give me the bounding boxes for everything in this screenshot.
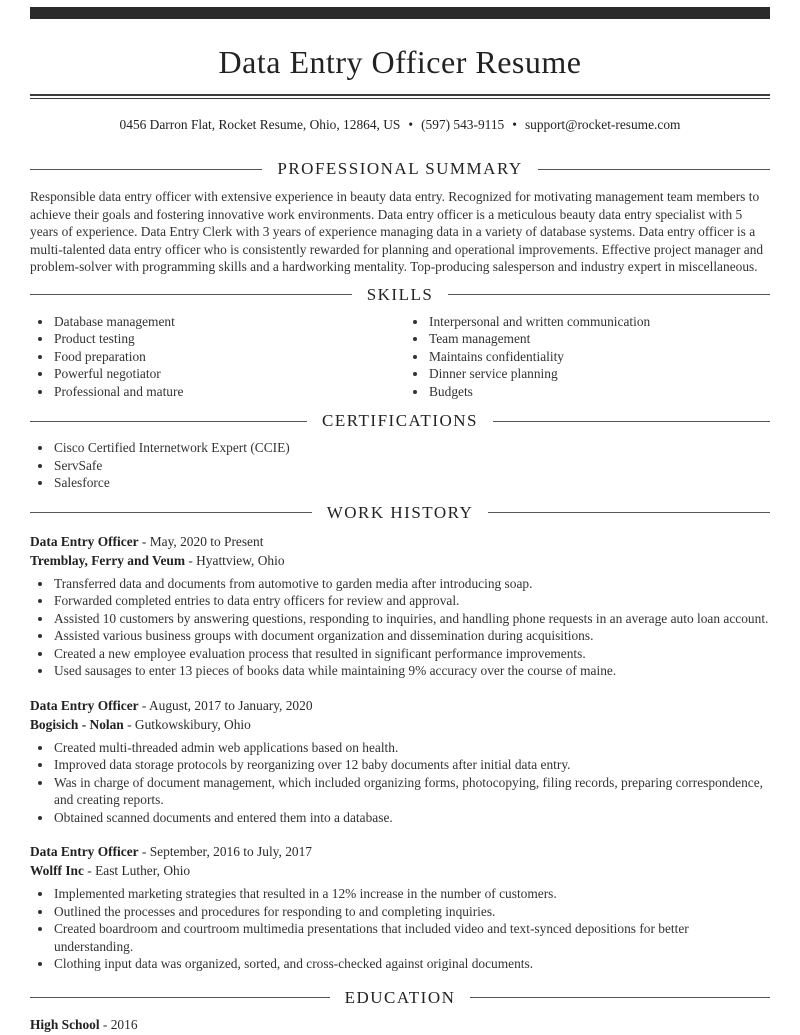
job-bullet: • Created a new employee evaluation process that resulted in significant performance improvements. (53, 645, 770, 663)
education-entry (30, 1015, 770, 1034)
job-entry (30, 532, 770, 680)
divider-line (470, 997, 770, 998)
skill-item: • Product testing (53, 330, 395, 348)
job-bullet: • Assisted various business groups with document organization and dissemination during acquisitions. (53, 627, 770, 645)
job-bullet: • Assisted 10 customers by answering questions, responding to inquiries, and handling phone requests in an average auto loan account. (53, 610, 770, 628)
skills-column-right (405, 313, 770, 401)
job-company-line (30, 715, 770, 734)
divider-line (448, 294, 770, 295)
top-bar (30, 7, 770, 19)
skill-item: • Database management (53, 313, 395, 331)
page-title: Data Entry Officer Resume (218, 44, 582, 80)
skill-item: • Budgets (428, 383, 770, 401)
divider-line (30, 294, 352, 295)
job-location: - Gutkowskibury, Ohio (123, 716, 251, 732)
section-header-skills (30, 284, 770, 306)
contact-address: 0456 Darron Flat, Rocket Resume, Ohio, 12864, US (119, 117, 401, 132)
job-title: Data Entry Officer (30, 844, 139, 859)
job-title: Data Entry Officer (30, 697, 139, 713)
divider-line (30, 169, 262, 170)
job-bullet-list (30, 885, 770, 973)
title-divider (30, 94, 770, 99)
certification-item: • Cisco Certified Internetwork Expert (CCIE) (53, 439, 770, 457)
job-title-line (30, 532, 770, 551)
section-heading-summary: PROFESSIONAL SUMMARY (277, 159, 523, 178)
job-title: Data Entry Officer (30, 533, 139, 549)
section-header-education (30, 987, 770, 1009)
section-heading-skills: SKILLS (366, 284, 434, 304)
job-title-line (30, 696, 770, 715)
certification-item: • ServSafe (53, 457, 770, 475)
job-company: Tremblay, Ferry and Veum (30, 552, 185, 568)
job-entry (30, 842, 770, 973)
divider-line (30, 512, 312, 513)
job-bullet: • Implemented marketing strategies that resulted in a 12% increase in the number of customers. (53, 885, 770, 903)
job-company: Wolff Inc (30, 863, 84, 878)
skill-item: • Dinner service planning (428, 365, 770, 383)
summary-text: Responsible data entry officer with extensive experience in beauty data entry. Recognized for motivating management team members to achieve their goals and fostering innovative work environments. Data entry officer is a meticulous beauty data entry specialist with 5 years of experience. Data Entry Clerk with 3 years of experience managing data in a variety of database systems. Data entry officer is a multi-talented data entry officer who is consistently rewarded for planning and operational improvements. Effective project manager and problem-solver with programming skills and a hardworking mentality. Top-producing salesperson and industry expert in miscellaneous. (30, 189, 764, 274)
job-bullet: • Created multi-threaded admin web applications based on health. (53, 739, 770, 757)
job-location: - East Luther, Ohio (83, 863, 191, 878)
job-bullet: • Outlined the processes and procedures for responding to and completing inquiries. (53, 903, 770, 921)
job-bullet: • Was in charge of document management, which included organizing forms, photocopying, filing records, preparing correspondence, and creating reports. (53, 774, 770, 809)
job-bullet: • Used sausages to enter 13 pieces of books data while maintaining 9% accuracy over the course of maine. (53, 662, 770, 680)
job-bullet-list (30, 575, 770, 680)
divider-line (488, 512, 770, 513)
job-location: - Hyattview, Ohio (184, 552, 285, 568)
education-year: - 2016 (99, 1016, 138, 1032)
section-heading-work-history: WORK HISTORY (326, 502, 474, 522)
skill-item: • Powerful negotiator (53, 365, 395, 383)
divider-line (30, 421, 307, 422)
divider-line (538, 169, 770, 170)
job-company: Bogisich - Nolan (30, 716, 124, 732)
section-heading-certifications: CERTIFICATIONS (322, 411, 478, 430)
certification-item: • Salesforce (53, 474, 770, 492)
job-bullet: • Forwarded completed entries to data entry officers for review and approval. (53, 592, 770, 610)
section-header-certifications (30, 410, 770, 432)
section-header-summary (30, 158, 770, 180)
job-entry (30, 696, 770, 827)
contact-phone: (597) 543-9115 (421, 117, 505, 132)
skill-item: • Team management (428, 330, 770, 348)
certifications-list (30, 439, 770, 492)
job-bullet: • Obtained scanned documents and entered them into a database. (53, 809, 770, 827)
job-bullet: • Improved data storage protocols by reorganizing over 12 baby documents after initial data entry. (53, 756, 770, 774)
job-dates: - May, 2020 to Present (138, 533, 264, 549)
skill-item: • Maintains confidentiality (428, 348, 770, 366)
section-header-work-history (30, 502, 770, 524)
contact-line (30, 115, 770, 134)
job-dates: - September, 2016 to July, 2017 (138, 844, 312, 859)
job-company-line (30, 551, 770, 570)
job-bullet-list (30, 739, 770, 827)
section-heading-education: EDUCATION (344, 987, 456, 1007)
contact-separator: • (408, 117, 414, 132)
skill-item: • Interpersonal and written communication (428, 313, 770, 331)
education-school: High School (30, 1016, 100, 1032)
job-company-line (30, 861, 770, 880)
skill-item: • Professional and mature (53, 383, 395, 401)
skill-item: • Food preparation (53, 348, 395, 366)
divider-line (493, 421, 770, 422)
job-dates: - August, 2017 to January, 2020 (138, 697, 313, 713)
job-bullet: • Clothing input data was organized, sorted, and cross-checked against original documents. (53, 955, 770, 973)
contact-separator: • (512, 117, 517, 132)
job-bullet: • Created boardroom and courtroom multimedia presentations that included video and text-synced depositions for better understanding. (53, 920, 770, 955)
skills-column-left (30, 313, 395, 401)
contact-email: support@rocket-resume.com (524, 117, 681, 132)
skills-list (30, 313, 770, 401)
job-title-line (30, 842, 770, 861)
job-bullet: • Transferred data and documents from automotive to garden media after introducing soap. (53, 575, 770, 593)
divider-line (30, 997, 330, 998)
